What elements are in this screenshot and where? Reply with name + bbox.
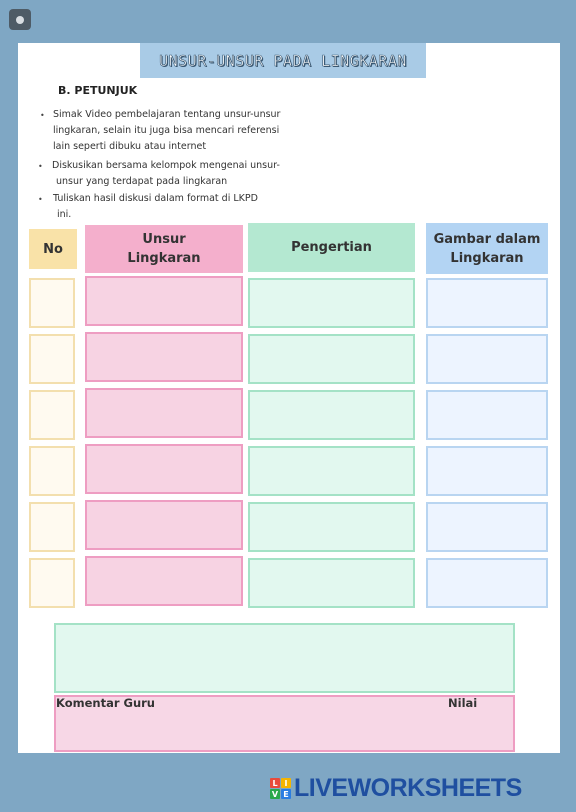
bullet-icon: •	[40, 111, 45, 120]
gambar-input[interactable]	[426, 502, 548, 552]
gambar-input[interactable]	[426, 334, 548, 384]
instruction-line: Simak Video pembelajaran tentang unsur-unsur	[53, 109, 281, 120]
header-gambar-dalam-lingkaran: Gambar dalam Lingkaran	[426, 223, 548, 274]
pengertian-input[interactable]	[248, 558, 415, 608]
instruction-line: lingkaran, selain itu juga bisa mencari referensi	[53, 125, 280, 136]
unsur-input[interactable]	[85, 556, 243, 606]
worksheet-title: UNSUR-UNSUR PADA LINGKARAN	[140, 43, 426, 78]
komentar-guru-label: Komentar Guru	[56, 696, 155, 710]
pengertian-input[interactable]	[248, 390, 415, 440]
instruction-line: Tuliskan hasil diskusi dalam format di LKPD	[53, 193, 258, 204]
unsur-input[interactable]	[85, 500, 243, 550]
header-pengertian: Pengertian	[248, 223, 415, 272]
gambar-input[interactable]	[426, 446, 548, 496]
nilai-label: Nilai	[448, 696, 478, 710]
section-heading: B. PETUNJUK	[58, 84, 138, 97]
gambar-input[interactable]	[426, 558, 548, 608]
instruction-line: Diskusikan bersama kelompok mengenai unsur-	[52, 160, 280, 171]
bullet-icon: •	[38, 162, 43, 171]
gambar-input[interactable]	[426, 278, 548, 328]
no-cell[interactable]	[29, 502, 75, 552]
no-cell[interactable]	[29, 278, 75, 328]
menu-icon	[16, 16, 24, 24]
unsur-input[interactable]	[85, 332, 243, 382]
liveworksheets-logo[interactable]	[270, 774, 522, 803]
instruction-line: unsur yang terdapat pada lingkaran	[56, 176, 228, 187]
no-cell[interactable]	[29, 558, 75, 608]
instruction-line: lain seperti dibuku atau internet	[53, 141, 207, 152]
pengertian-input[interactable]	[248, 278, 415, 328]
unsur-input[interactable]	[85, 276, 243, 326]
menu-button[interactable]	[9, 9, 31, 30]
header-unsur-lingkaran: Unsur Lingkaran	[85, 225, 243, 273]
instruction-line: ini.	[57, 209, 72, 220]
pengertian-input[interactable]	[248, 334, 415, 384]
pengertian-input[interactable]	[248, 446, 415, 496]
no-cell[interactable]	[29, 390, 75, 440]
instruction-1	[53, 107, 280, 155]
bullet-icon: •	[38, 195, 43, 204]
instruction-3	[53, 191, 258, 223]
header-no: No	[29, 229, 77, 269]
no-cell[interactable]	[29, 334, 75, 384]
instruction-2	[52, 158, 280, 190]
no-cell[interactable]	[29, 446, 75, 496]
unsur-input[interactable]	[85, 444, 243, 494]
pengertian-input[interactable]	[248, 502, 415, 552]
logo-icon: L I V E	[270, 778, 291, 799]
gambar-input[interactable]	[426, 390, 548, 440]
komentar-input[interactable]	[54, 623, 515, 693]
unsur-input[interactable]	[85, 388, 243, 438]
worksheet-page	[18, 43, 560, 753]
logo-text: LIVEWORKSHEETS	[294, 774, 522, 802]
